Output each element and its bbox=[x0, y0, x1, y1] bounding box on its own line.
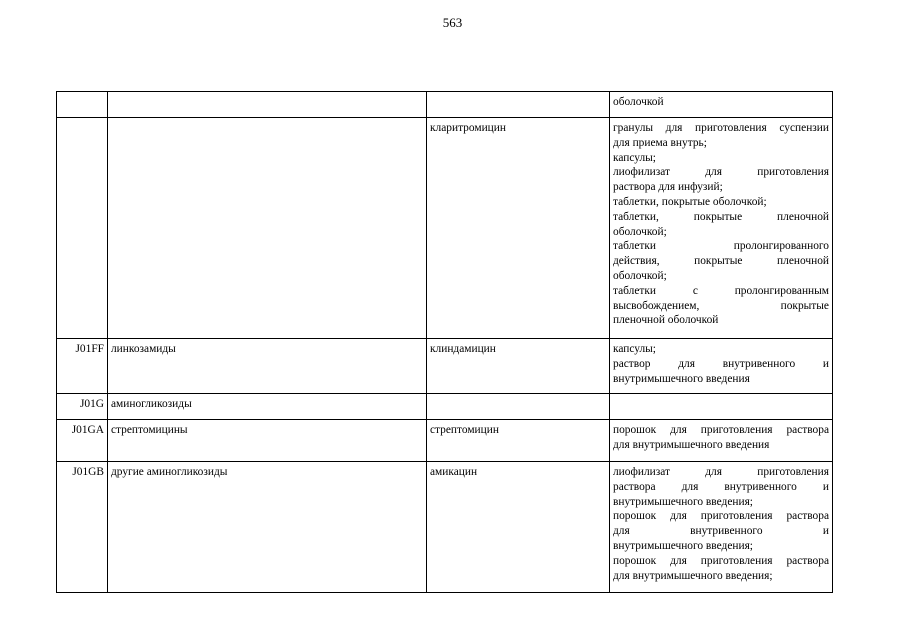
dosage-form-line: таблетки пролонгированного bbox=[613, 240, 829, 253]
group-cell: другие аминогликозиды bbox=[108, 462, 427, 593]
table-row bbox=[57, 339, 833, 394]
dosage-form-line: внутримышечного введения bbox=[613, 372, 750, 385]
dosage-form-line: для приема внутрь; bbox=[613, 136, 707, 149]
dosage-form-line: раствора для инфузий; bbox=[613, 181, 723, 194]
dosage-form-cell bbox=[610, 462, 833, 593]
dosage-form-line: действия, покрытые пленочной bbox=[613, 255, 829, 268]
dosage-form-cell bbox=[610, 394, 833, 420]
dosage-form-line: раствор для внутривенного и bbox=[613, 357, 829, 370]
table-row bbox=[57, 462, 833, 593]
dosage-form-line: оболочкой; bbox=[613, 269, 667, 282]
dosage-form-line: внутримышечного введения; bbox=[613, 495, 753, 508]
dosage-form-line: таблетки с пролонгированным bbox=[613, 284, 829, 297]
dosage-form-line: для внутривенного и bbox=[613, 525, 829, 538]
dosage-form-line: лиофилизат для приготовления bbox=[613, 466, 829, 478]
dosage-form-line: капсулы; bbox=[613, 151, 656, 164]
atc-code-cell: J01GA bbox=[57, 420, 108, 462]
table-row bbox=[57, 420, 833, 462]
table-row bbox=[57, 394, 833, 420]
dosage-form-line: раствора для внутривенного и bbox=[613, 480, 829, 493]
atc-code-cell: J01GB bbox=[57, 462, 108, 593]
substance-cell bbox=[427, 394, 610, 420]
substance-cell: клиндамицин bbox=[427, 339, 610, 394]
atc-code-cell: J01FF bbox=[57, 339, 108, 394]
table-row bbox=[57, 92, 833, 118]
dosage-form-line: оболочкой bbox=[613, 96, 664, 108]
group-cell: линкозамиды bbox=[108, 339, 427, 394]
substance-cell: кларитромицин bbox=[427, 118, 610, 339]
substance-cell: амикацин bbox=[427, 462, 610, 593]
dosage-form-cell bbox=[610, 420, 833, 462]
group-cell bbox=[108, 92, 427, 118]
atc-code-cell: J01G bbox=[57, 394, 108, 420]
dosage-form-line: для внутримышечного введения; bbox=[613, 569, 773, 582]
dosage-form-line: порошок для приготовления раствора bbox=[613, 554, 829, 567]
table-row bbox=[57, 118, 833, 339]
dosage-form-line: для внутримышечного введения bbox=[613, 438, 770, 451]
dosage-form-cell bbox=[610, 118, 833, 339]
atc-code-cell bbox=[57, 118, 108, 339]
group-cell: стрептомицины bbox=[108, 420, 427, 462]
dosage-form-line: лиофилизат для приготовления bbox=[613, 166, 829, 179]
atc-code-cell bbox=[57, 92, 108, 118]
substance-cell: стрептомицин bbox=[427, 420, 610, 462]
dosage-form-line: капсулы; bbox=[613, 343, 656, 355]
group-cell bbox=[108, 118, 427, 339]
drug-table bbox=[56, 91, 833, 593]
dosage-form-line: таблетки, покрытые оболочкой; bbox=[613, 195, 767, 208]
dosage-form-line: гранулы для приготовления суспензии bbox=[613, 122, 829, 134]
dosage-form-cell bbox=[610, 339, 833, 394]
dosage-form-line: порошок для приготовления раствора bbox=[613, 510, 829, 523]
substance-cell bbox=[427, 92, 610, 118]
dosage-form-line: пленочной оболочкой bbox=[613, 314, 719, 327]
dosage-form-line: высвобождением, покрытые bbox=[613, 299, 829, 312]
dosage-form-line: оболочкой; bbox=[613, 225, 667, 238]
dosage-form-line: порошок для приготовления раствора bbox=[613, 424, 829, 436]
dosage-form-line: внутримышечного введения; bbox=[613, 539, 753, 552]
page-number: 563 bbox=[442, 15, 463, 30]
dosage-form-cell bbox=[610, 92, 833, 118]
dosage-form-line: таблетки, покрытые пленочной bbox=[613, 210, 829, 223]
group-cell: аминогликозиды bbox=[108, 394, 427, 420]
